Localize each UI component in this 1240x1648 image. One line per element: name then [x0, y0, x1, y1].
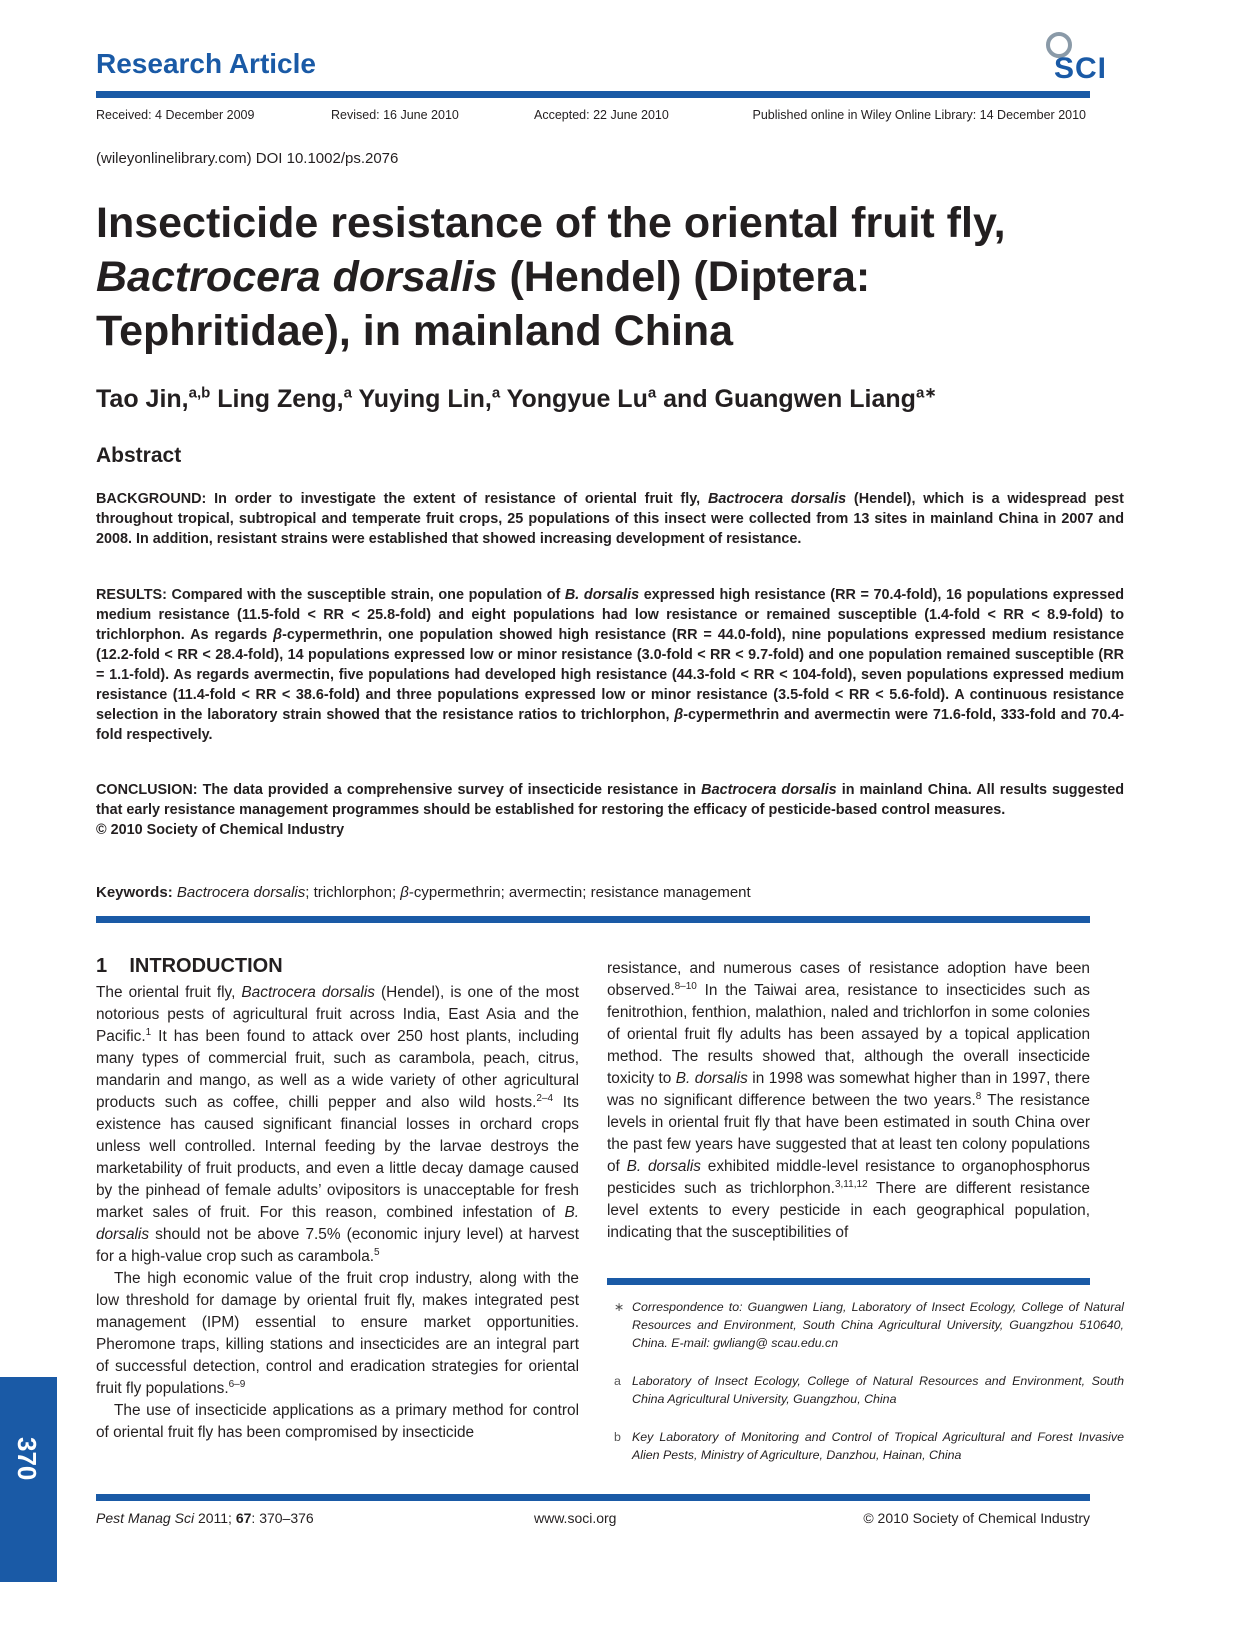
section-label: Research Article: [96, 48, 316, 79]
doi: (wileyonlinelibrary.com) DOI 10.1002/ps.2076: [96, 150, 399, 167]
affiliations: [614, 1298, 1124, 1484]
author: Tao Jin,$^{a,b}$: [96, 385, 211, 414]
intro-paragraph: The oriental fruit fly, Bactrocera dorsalis (Hendel), is one of the most notorious pests of agricultural fruit across India, East Asia and the Pacific.$^1$ It has been found to attack over 250 host plants, including many types of commercial fruit, such as carambola, peach, citrus, mandarin and mango, as well as a wide variety of other agricultural products such as coffee, chilli pepper and also wild hosts.$^{2-4}$ Its existence has caused significant financial losses in orchard crops unless well controlled. Internal feeding by the larvae destroys the marketability of fruit products, and even a little decay damage caused by the pinhead of female adults’ ovipositors is unacceptable for fresh market sales of fruit. For this reason, combined infestation of B. dorsalis should not be above 7.5% (economic injury level) at harvest for a high-value crop such as carambola.$^5$: [96, 984, 579, 1265]
right-column: [607, 958, 1090, 1244]
article-title: [96, 196, 1126, 358]
intro-paragraph: The use of insecticide applications as a primary method for control of oriental fruit fly has been compromised by insecticide: [96, 1402, 579, 1441]
title-line-3: Tephritidae), in mainland China: [96, 307, 734, 355]
affiliation-b: b Key Laboratory of Monitoring and Control of Tropical Agricultural and Forest Invasive Alien Pests, Ministry of Agriculture, Danzhou, Hainan, China: [614, 1430, 1124, 1462]
logo-text: SCI: [1054, 52, 1108, 85]
abstract-heading: Abstract: [96, 444, 182, 467]
affiliation-correspondence: ∗ Correspondence to: Guangwen Liang, Laboratory of Insect Ecology, College of Natural Resources and Environment, South China Agricultural University, Guangzhou 510640, China. E-mail: gwliang@ scau.edu.cn: [614, 1300, 1124, 1350]
soci-logo: [1040, 30, 1120, 90]
revised-date: Revised: 16 June 2010: [331, 108, 459, 122]
footer-site: www.soci.org: [534, 1510, 617, 1526]
author-list: [96, 384, 1126, 414]
title-species: Bactrocera dorsalis: [96, 253, 498, 301]
footer-journal: Pest Manag Sci 2011; 67: 370–376: [96, 1510, 314, 1526]
footer-rule: [96, 1494, 1090, 1501]
intro-paragraph: resistance, and numerous cases of resistance adoption have been observed.$^{8-10}$ In the Taiwai area, resistance to insecticides such as fenitrothion, fenthion, malathion, naled and trichlorfon in some colonies of oriental fruit fly adults has been assayed by a topical application method. The results showed that, although the overall insecticide toxicity to B. dorsalis in 1998 was somewhat higher than in 1997, there was no significant difference between the two years.$^8$ The resistance levels in oriental fruit fly that have been estimated in south China over the past few years have suggested that at least ten colony populations of B. dorsalis exhibited middle-level resistance to organophosphorus pesticides such as trichlorphon.$^{3,11,12}$ There are different resistance level extents to every pesticide in each geographical population, indicating that the susceptibilities of: [607, 960, 1090, 1241]
published-date: Published online in Wiley Online Library: 14 December 2010: [752, 108, 1086, 122]
author: Ling Zeng,$^a$: [210, 385, 352, 414]
keywords: Keywords: Bactrocera dorsalis; trichlorphon; β-cypermethrin; avermectin; resistance management: [96, 884, 751, 901]
received-date: Received: 4 December 2009: [96, 108, 255, 122]
title-line-1: Insecticide resistance of the oriental fruit fly,: [96, 199, 1006, 247]
author: Yuying Lin,$^a$: [351, 385, 501, 414]
affiliation-a: a Laboratory of Insect Ecology, College of Natural Resources and Environment, South China Agricultural University, Guangzhou, China: [614, 1374, 1124, 1406]
author: and Guangwen Liang$^{a∗}$: [656, 385, 937, 414]
intro-paragraph: The high economic value of the fruit crop industry, along with the low threshold for damage by oriental fruit fly, makes integrated pest management (IPM) essential to ensure market opportunities. Pheromone traps, killing stations and insecticides are an integral part of successful detection, control and eradication strategies for oriental fruit fly populations.$^{6-9}$: [96, 1270, 579, 1397]
header-rule: [96, 91, 1090, 98]
abstract-conclusion: CONCLUSION: The data provided a comprehensive survey of insecticide resistance in Bactrocera dorsalis in mainland China. All results suggested that early resistance management programmes should be established for restoring the efficacy of pesticide-based control measures. © 2010 Society of Chemical Industry: [96, 782, 1124, 838]
abstract-rule: [96, 916, 1090, 923]
author: Yongyue Lu$^a$: [500, 385, 657, 414]
page-number-tab: [0, 1377, 57, 1582]
left-column: [96, 982, 579, 1444]
title-line-2: Bactrocera dorsalis (Hendel) (Diptera:: [96, 253, 871, 301]
publication-dates: [96, 108, 1120, 126]
page-footer: [96, 1510, 1124, 1530]
abstract-background: BACKGROUND: In order to investigate the extent of resistance of oriental fruit fly, Bactrocera dorsalis (Hendel), which is a widespread pest throughout tropical, subtropical and temperate fruit crops, 25 populations of this insect were collected from 13 sites in mainland China in 2007 and 2008. In addition, resistant strains were established that showed increasing development of resistance.: [96, 491, 1124, 547]
section-heading-introduction: 1 INTRODUCTION: [96, 955, 283, 977]
page-number: 370: [12, 1437, 42, 1481]
abstract-results: RESULTS: Compared with the susceptible strain, one population of B. dorsalis expressed high resistance (RR = 70.4-fold), 16 populations expressed medium resistance (11.5-fold < RR < 25.8-fold) and eight populations had low resistance or remained susceptible (1.4-fold < RR < 8.9-fold) to trichlorphon. As regards β-cypermethrin, one population showed high resistance (RR = 44.0-fold), nine populations expressed medium resistance (12.2-fold < RR < 28.4-fold), 14 populations expressed low or minor resistance (3.0-fold < RR < 9.7-fold) and one population remained susceptible (RR = 1.1-fold). As regards avermectin, five populations had developed high resistance (44.3-fold < RR < 104-fold), seven populations expressed medium resistance (11.4-fold < RR < 38.6-fold) and three populations expressed low or minor resistance (3.5-fold < RR < 5.6-fold). A continuous resistance selection in the laboratory strain showed that the resistance ratios to trichlorphon, β-cypermethrin and avermectin were 71.6-fold, 333-fold and 70.4-fold respectively.: [96, 587, 1124, 743]
footer-copyright: © 2010 Society of Chemical Industry: [863, 1510, 1090, 1526]
footnote-rule: [607, 1278, 1090, 1285]
abstract-copyright: © 2010 Society of Chemical Industry: [96, 822, 345, 838]
accepted-date: Accepted: 22 June 2010: [534, 108, 669, 122]
